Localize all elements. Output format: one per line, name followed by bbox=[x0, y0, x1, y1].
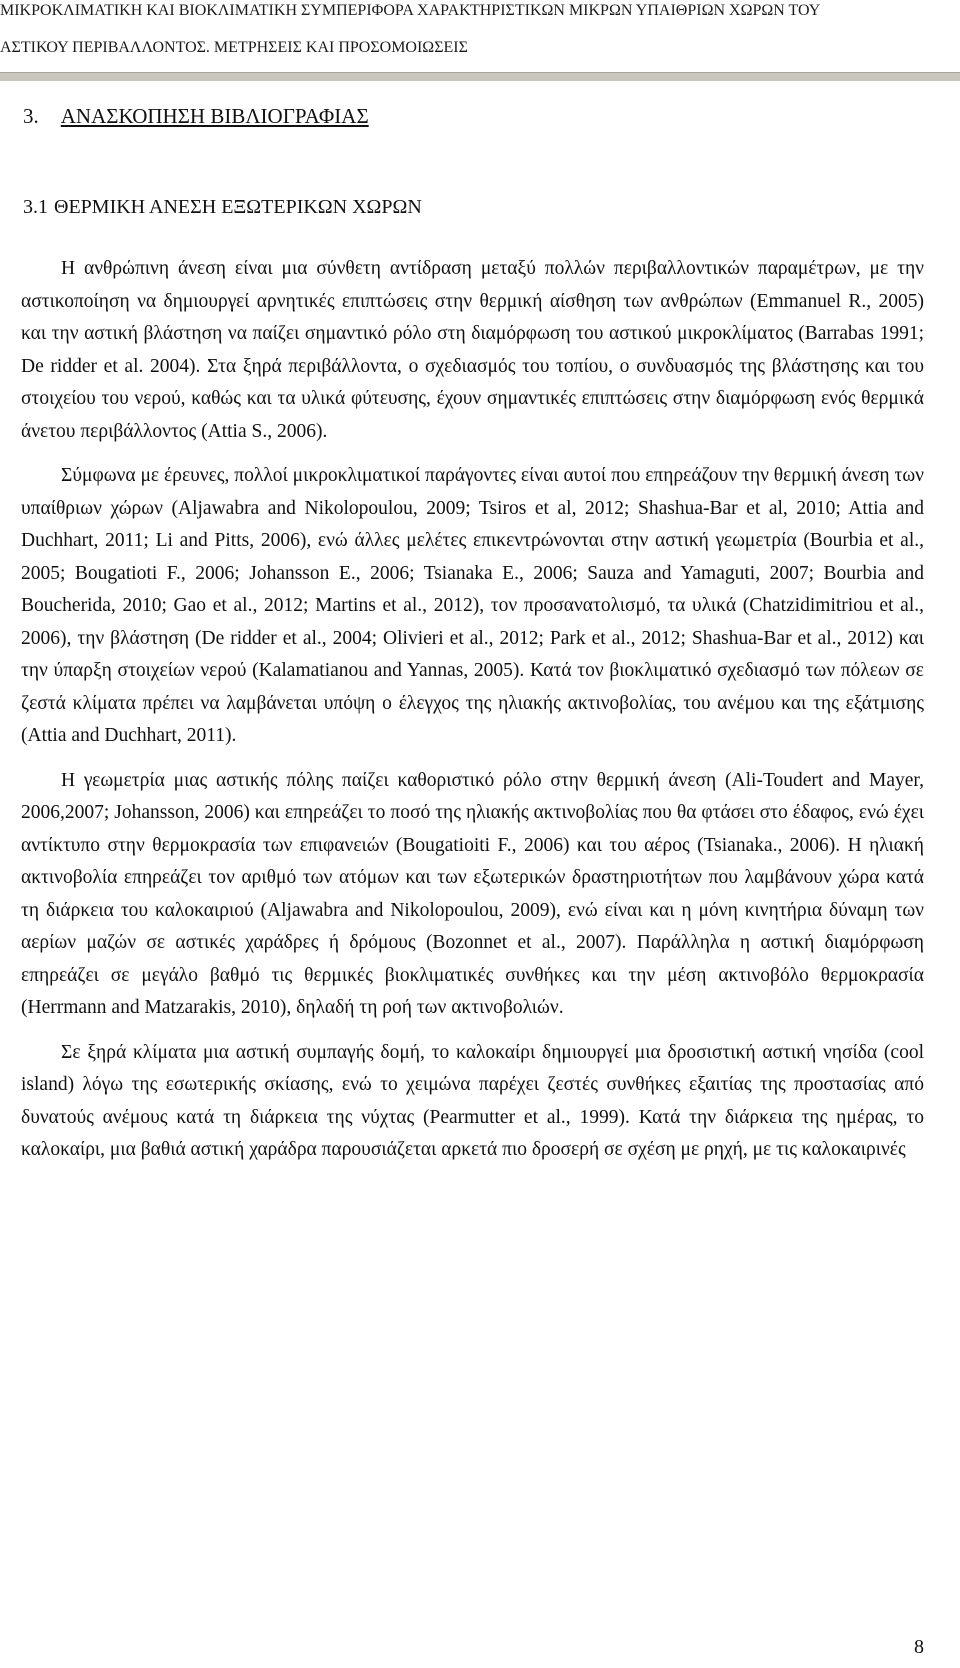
section-heading bbox=[23, 193, 422, 221]
header-divider bbox=[0, 72, 960, 81]
chapter-heading bbox=[23, 102, 369, 130]
running-header-line-2: ΑΣΤΙΚΟΥ ΠΕΡΙΒΑΛΛΟΝΤΟΣ. ΜΕΤΡΗΣΕΙΣ ΚΑΙ ΠΡΟΣΟΜΟΙΩΣΕΙΣ bbox=[0, 39, 468, 56]
chapter-number: 3. bbox=[23, 104, 39, 128]
chapter-title: ΑΝΑΣΚΟΠΗΣΗ ΒΙΒΛΙΟΓΡΑΦΙΑΣ bbox=[60, 104, 369, 128]
paragraph-4: Σε ξηρά κλίματα μια αστική συμπαγής δομή, το καλοκαίρι δημιουργεί μια δροσιστική αστική νησίδα (cool island) λόγω της εσωτερικής σκίασης, ενώ το χειμώνα παρέχει ζεστές συνθήκες εξαιτίας της προστασίας από δυνατούς ανέμους κατά τη διάρκεια της νύχτας (Pearmutter et al., 1999). Κατά την διάρκεια της ημέρας, το καλοκαίρι, μια βαθιά αστική χαράδρα παρουσιάζεται αρκετά πιο δροσερή σε σχέση με ρηχή, με τις καλοκαιρινές bbox=[21, 1041, 924, 1160]
section-number: 3.1 bbox=[23, 196, 48, 218]
paragraph-3: Η γεωμετρία μιας αστικής πόλης παίζει καθοριστικό ρόλο στην θερμική άνεση (Ali-Toudert and Mayer, 2006,2007; Johansson, 2006) και επηρεάζει το ποσό της ηλιακής ακτινοβολίας που θα φτάσει στο έδαφος, ενώ έχει αντίκτυπο στην θερμοκρασία των επιφανειών (Bougatioiti F., 2006) και του αέρος (Tsianaka., 2006). Η ηλιακή ακτινοβολία επηρεάζει τον αριθμό των ατόμων και των εξωτερικών δραστηριοτήτων που λαμβάνουν χώρα κατά τη διάρκεια του καλοκαιριού (Aljawabra and Nikolopoulou, 2009), ενώ είναι και η μόνη κινητήρια δύναμη των αερίων μαζών σε αστικές χαράδρες ή δρόμους (Bozonnet et al., 2007). Παράλληλα η αστική διαμόρφωση επηρεάζει σε μεγάλο βαθμό τις θερμικές βιοκλιματικές συνθήκες και την μέση ακτινοβόλο θερμοκρασία (Herrmann and Matzarakis, 2010), δηλαδή τη ροή των ακτινοβολιών. bbox=[21, 769, 924, 1018]
running-header-line-1: ΜΙΚΡΟΚΛΙΜΑΤΙΚΗ ΚΑΙ ΒΙΟΚΛΙΜΑΤΙΚΗ ΣΥΜΠΕΡΙΦΟΡΑ ΧΑΡΑΚΤΗΡΙΣΤΙΚΩΝ ΜΙΚΡΩΝ ΥΠΑΙΘΡΙΩΝ ΧΩΡΩΝ ΤΟΥ bbox=[0, 2, 821, 19]
paragraph-2: Σύμφωνα με έρευνες, πολλοί μικροκλιματικοί παράγοντες είναι αυτοί που επηρεάζουν την θερμική άνεση των υπαίθριων χώρων (Aljawabra and Nikolopoulou, 2009; Tsiros et al, 2012; Shashua-Bar et al, 2010; Attia and Duchhart, 2011; Li and Pitts, 2006), ενώ άλλες μελέτες επικεντρώνονται στην αστική γεωμετρία (Bourbia et al., 2005; Bougatioti F., 2006; Johansson E., 2006; Tsianaka E., 2006; Sauza and Yamaguti, 2007; Bourbia and Boucherida, 2010; Gao et al., 2012; Martins et al., 2012), τον προσανατολισμό, τα υλικά (Chatzidimitriou et al., 2006), την βλάστηση (De ridder et al., 2004; Olivieri et al., 2012; Park et al., 2012; Shashua-Bar et al., 2012) και την ύπαρξη στοιχείων νερού (Kalamatianou and Yannas, 2005). Κατά τον βιοκλιματικό σχεδιασμό των πόλεων σε ζεστά κλίματα πρέπει να λαμβάνεται υπόψη ο έλεγχος της ηλιακής ακτινοβολίας, του ανέμου και της εξάτμισης (Attia and Duchhart, 2011). bbox=[21, 465, 924, 746]
section-title: ΘΕΡΜΙΚΗ ΑΝΕΣΗ ΕΞΩΤΕΡΙΚΩΝ ΧΩΡΩΝ bbox=[54, 196, 422, 218]
paragraph-1: Η ανθρώπινη άνεση είναι μια σύνθετη αντίδραση μεταξύ πολλών περιβαλλοντικών παραμέτρων, με την αστικοποίηση να δημιουργεί αρνητικές επιπτώσεις στην θερμική αίσθηση των ανθρώπων (Emmanuel R., 2005) και την αστική βλάστηση να παίζει σημαντικό ρόλο στη διαμόρφωση του αστικού μικροκλίματος (Barrabas 1991; De ridder et al. 2004). Στα ξηρά περιβάλλοντα, ο σχεδιασμός του τοπίου, ο συνδυασμός της βλάστησης και του στοιχείου του νερού, καθώς και τα υλικά φύτευσης, έχουν σημαντικές επιπτώσεις στην διαμόρφωση ενός θερμικά άνετου περιβάλλοντος (Attia S., 2006). bbox=[21, 258, 924, 442]
page-number: 8 bbox=[914, 1636, 924, 1658]
body-text bbox=[21, 253, 924, 1179]
